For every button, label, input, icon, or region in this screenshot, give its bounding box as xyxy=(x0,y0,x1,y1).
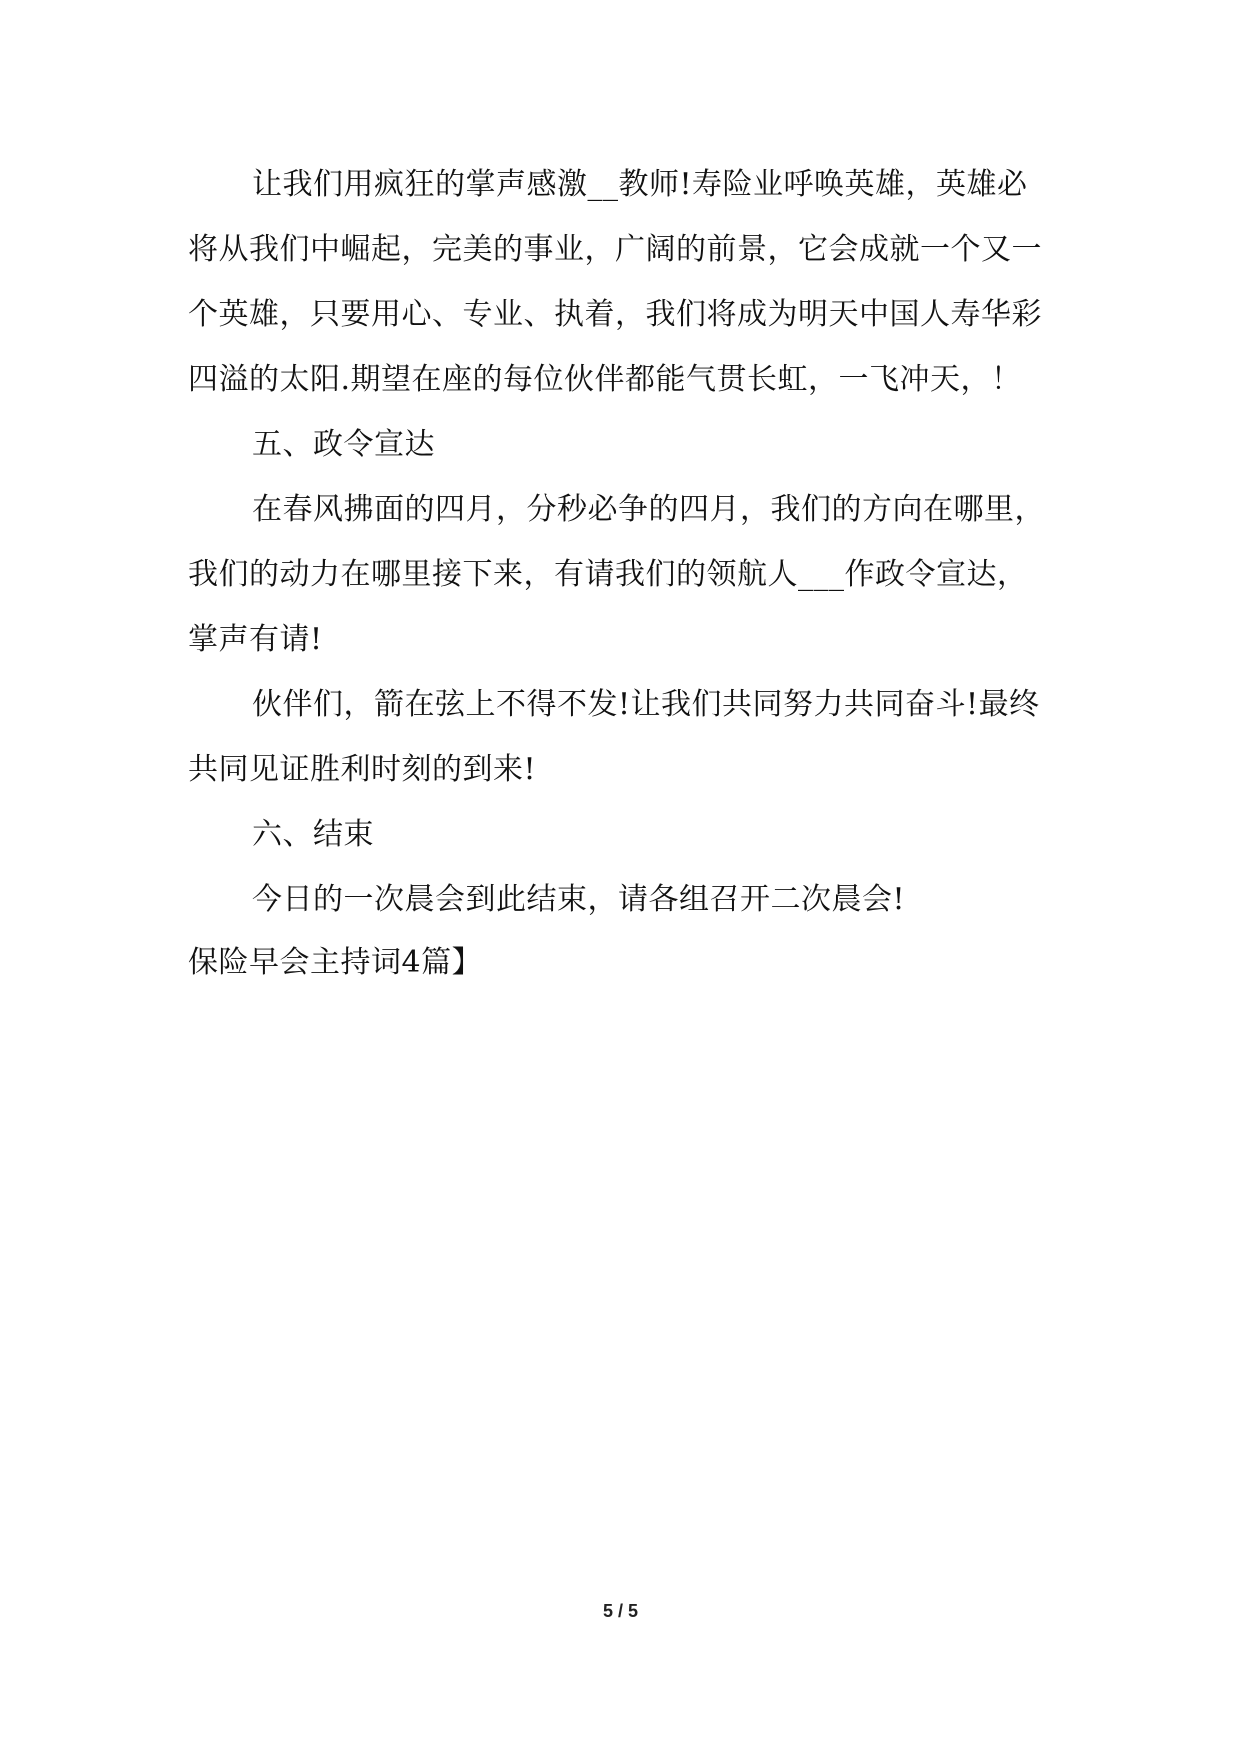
paragraph-line: 个英雄，只要用心、专业、执着，我们将成为明天中国人寿华彩 xyxy=(188,297,1042,332)
paragraph-line: 我们的动力在哪里接下来，有请我们的领航人___作政令宣达， xyxy=(188,557,1028,592)
paragraph-line: 今日的一次晨会到此结束，请各组召开二次晨会! xyxy=(252,882,906,917)
paragraph-line: 保险早会主持词4篇】 xyxy=(188,945,483,980)
section-heading: 六、结束 xyxy=(252,817,374,852)
paragraph-line: 四溢的太阳.期望在座的每位伙伴都能气贯长虹，一飞冲天，！ xyxy=(188,362,1022,397)
section-heading: 五、政令宣达 xyxy=(252,427,435,462)
paragraph-line: 伙伴们，箭在弦上不得不发!让我们共同努力共同奋斗!最终 xyxy=(252,687,1040,722)
paragraph-line: 共同见证胜利时刻的到来! xyxy=(188,752,537,787)
page-number: 5 / 5 xyxy=(602,1601,639,1621)
paragraph-line: 让我们用疯狂的掌声感激__教师!寿险业呼唤英雄，英雄必 xyxy=(252,167,1028,202)
paragraph-line: 掌声有请! xyxy=(188,622,323,657)
paragraph-line: 在春风拂面的四月，分秒必争的四月，我们的方向在哪里， xyxy=(252,492,1045,527)
paragraph-line: 将从我们中崛起，完美的事业，广阔的前景，它会成就一个又一 xyxy=(188,232,1042,267)
